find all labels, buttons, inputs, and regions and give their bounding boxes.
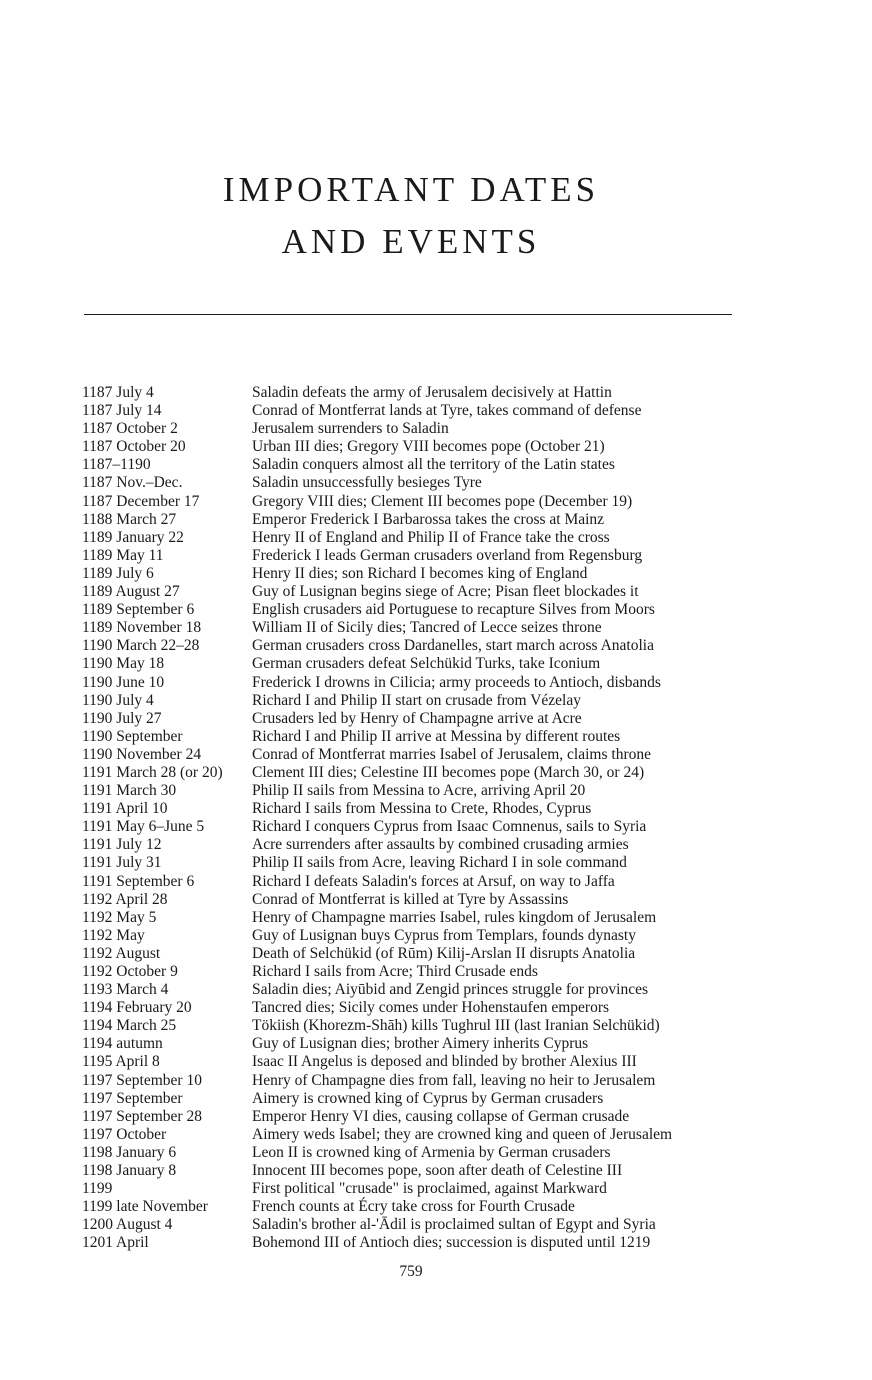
chronology-row — [82, 438, 762, 456]
entry-event: Saladin conquers almost all the territory of the Latin states — [252, 456, 615, 474]
entry-event: Crusaders led by Henry of Champagne arrive at Acre — [252, 709, 582, 727]
entry-event: Tökiish (Khorezm-Shāh) kills Tughrul III (last Iranian Selchükid) — [252, 1017, 660, 1035]
entry-event: Henry of Champagne marries Isabel, rules kingdom of Jerusalem — [252, 908, 657, 926]
entry-date: 1190 March 22–28 — [82, 637, 200, 655]
chronology-row — [82, 1017, 762, 1035]
chronology-row — [82, 873, 762, 891]
chronology-row — [82, 692, 762, 710]
entry-event: Urban III dies; Gregory VIII becomes pope (October 21) — [252, 438, 605, 456]
chronology-row — [82, 674, 762, 692]
entry-date: 1193 March 4 — [82, 981, 169, 999]
chronology-row — [82, 384, 762, 402]
chronology-row — [82, 927, 762, 945]
chronology-row — [82, 511, 762, 529]
entry-date: 1192 August — [82, 944, 161, 962]
entry-event: Richard I sails from Messina to Crete, Rhodes, Cyprus — [252, 800, 592, 818]
chronology-row — [82, 728, 762, 746]
entry-event: German crusaders cross Dardanelles, start march across Anatolia — [252, 637, 654, 655]
entry-date: 1199 late November — [82, 1198, 208, 1216]
chronology-row — [82, 601, 762, 619]
chronology-row — [82, 854, 762, 872]
entry-event: Saladin unsuccessfully besieges Tyre — [252, 474, 482, 492]
chronology-row — [82, 655, 762, 673]
entry-event: Isaac II Angelus is deposed and blinded by brother Alexius III — [252, 1053, 637, 1071]
chronology-row — [82, 746, 762, 764]
entry-event: Henry II of England and Philip II of France take the cross — [252, 528, 610, 546]
chronology-row — [82, 1126, 762, 1144]
chronology-row — [82, 999, 762, 1017]
chronology-row — [82, 565, 762, 583]
chronology-row — [82, 818, 762, 836]
entry-date: 1192 October 9 — [82, 963, 178, 980]
entry-date: 1187 October 20 — [82, 438, 186, 456]
entry-event: Aimery is crowned king of Cyprus by German crusaders — [252, 1089, 604, 1107]
chronology-row — [82, 891, 762, 909]
entry-event: Henry II dies; son Richard I becomes king of England — [252, 564, 588, 582]
entry-event: Aimery weds Isabel; they are crowned king and queen of Jerusalem — [252, 1125, 673, 1143]
entry-event: English crusaders aid Portuguese to recapture Silves from Moors — [252, 601, 655, 619]
entry-event: Richard I defeats Saladin's forces at Arsuf, on way to Jaffa — [252, 872, 615, 890]
entry-event: Richard I and Philip II arrive at Messina by different routes — [252, 727, 621, 745]
entry-date: 1187–1190 — [82, 456, 151, 474]
chronology-row — [82, 456, 762, 474]
entry-event: Frederick I drowns in Cilicia; army proceeds to Antioch, disbands — [252, 673, 661, 691]
entry-event: Death of Selchükid (of Rūm) Kilij-Arslan II disrupts Anatolia — [252, 944, 636, 962]
entry-event: Innocent III becomes pope, soon after death of Celestine III — [252, 1162, 623, 1180]
entry-date: 1191 September 6 — [82, 872, 195, 890]
entry-event: German crusaders defeat Selchükid Turks, take Iconium — [252, 655, 601, 673]
entry-event: Jerusalem surrenders to Saladin — [252, 420, 449, 438]
entry-date: 1189 September 6 — [82, 601, 195, 619]
entry-date: 1200 August 4 — [82, 1216, 173, 1234]
entry-date: 1197 September 10 — [82, 1071, 202, 1089]
entry-date: 1190 July 4 — [82, 691, 154, 709]
chronology-row — [82, 1180, 762, 1198]
entry-date: 1194 February 20 — [82, 999, 192, 1017]
entry-event: Clement III dies; Celestine III becomes pope (March 30, or 24) — [252, 763, 645, 781]
entry-date: 1191 March 30 — [82, 782, 177, 800]
entry-date: 1189 January 22 — [82, 528, 184, 546]
chronology-row — [82, 583, 762, 601]
entry-event: Saladin defeats the army of Jerusalem decisively at Hattin — [252, 384, 612, 401]
entry-date: 1191 March 28 (or 20) — [82, 763, 223, 781]
page-title-line-2: AND EVENTS — [281, 222, 541, 261]
entry-date: 1194 March 25 — [82, 1017, 177, 1035]
entry-event: Guy of Lusignan begins siege of Acre; Pisan fleet blockades it — [252, 583, 639, 601]
entry-event: Guy of Lusignan dies; brother Aimery inherits Cyprus — [252, 1035, 589, 1053]
chronology-row — [82, 1198, 762, 1216]
chronology-row — [82, 764, 762, 782]
chronology-row — [82, 1144, 762, 1162]
entry-date: 1197 September 28 — [82, 1107, 202, 1125]
chronology-row — [82, 547, 762, 565]
entry-event: Bohemond III of Antioch dies; succession is disputed until 1219 — [252, 1234, 651, 1252]
entry-event: First political "crusade" is proclaimed, against Markward — [252, 1180, 607, 1198]
chronology-row — [82, 1090, 762, 1108]
entry-date: 1198 January 8 — [82, 1162, 177, 1180]
entry-date: 1191 July 31 — [82, 854, 162, 872]
chronology-row — [82, 909, 762, 927]
entry-event: Philip II sails from Acre, leaving Richard I in sole command — [252, 854, 627, 872]
chronology-row — [82, 1162, 762, 1180]
entry-event: Richard I and Philip II start on crusade from Vézelay — [252, 691, 581, 709]
entry-date: 1191 April 10 — [82, 800, 168, 818]
chronology-row — [82, 782, 762, 800]
entry-event: Guy of Lusignan buys Cyprus from Templars, founds dynasty — [252, 926, 636, 944]
entry-date: 1191 July 12 — [82, 836, 162, 854]
entry-date: 1187 July 14 — [82, 402, 162, 420]
chronology-row — [82, 800, 762, 818]
entry-date: 1192 May — [82, 926, 145, 944]
entry-date: 1190 July 27 — [82, 709, 162, 727]
entry-date: 1190 June 10 — [82, 673, 165, 691]
page-title-line-1: IMPORTANT DATES — [222, 170, 600, 209]
entry-event: Frederick I leads German crusaders overland from Regensburg — [252, 546, 643, 564]
entry-date: 1190 November 24 — [82, 745, 202, 763]
entry-date: 1197 October — [82, 1125, 167, 1143]
entry-event: Gregory VIII dies; Clement III becomes pope (December 19) — [252, 492, 633, 510]
chronology-row — [82, 1216, 762, 1234]
entry-date: 1187 October 2 — [82, 420, 178, 438]
entry-date: 1187 Nov.–Dec. — [82, 474, 183, 492]
chronology-row — [82, 1072, 762, 1090]
entry-date: 1192 April 28 — [82, 890, 168, 908]
entry-date: 1189 May 11 — [82, 546, 164, 564]
chronology-row — [82, 493, 762, 511]
entry-date: 1198 January 6 — [82, 1143, 177, 1161]
chronology-row — [82, 981, 762, 999]
entry-event: Saladin dies; Aiyūbid and Zengid princes struggle for provinces — [252, 981, 649, 999]
title-divider — [84, 314, 732, 315]
entry-date: 1190 September — [82, 727, 183, 745]
entry-date: 1192 May 5 — [82, 908, 157, 926]
chronology-row — [82, 1035, 762, 1053]
entry-event: Conrad of Montferrat is killed at Tyre by Assassins — [252, 890, 569, 908]
page-number: 759 — [399, 1263, 423, 1280]
entry-event: Saladin's brother al-'Ādil is proclaimed sultan of Egypt and Syria — [252, 1216, 656, 1234]
entry-event: Conrad of Montferrat lands at Tyre, takes command of defense — [252, 402, 642, 420]
chronology-row — [82, 1053, 762, 1071]
chronology-row — [82, 1234, 762, 1252]
entry-event: Conrad of Montferrat marries Isabel of Jerusalem, claims throne — [252, 745, 651, 763]
chronology-row — [82, 402, 762, 420]
entry-date: 1187 December 17 — [82, 492, 200, 510]
chronology-row — [82, 836, 762, 854]
chronology-row — [82, 529, 762, 547]
entry-event: Emperor Frederick I Barbarossa takes the cross at Mainz — [252, 510, 605, 528]
entry-event: Philip II sails from Messina to Acre, arriving April 20 — [252, 782, 586, 800]
entry-event: Acre surrenders after assaults by combined crusading armies — [252, 836, 629, 854]
chronology-row — [82, 637, 762, 655]
entry-date: 1189 August 27 — [82, 583, 180, 601]
entry-event: Richard I conquers Cyprus from Isaac Comnenus, sails to Syria — [252, 818, 647, 836]
entry-event: Richard I sails from Acre; Third Crusade ends — [252, 963, 538, 980]
entry-date: 1195 April 8 — [82, 1053, 160, 1071]
entry-date: 1189 November 18 — [82, 619, 202, 637]
entry-date: 1191 May 6–June 5 — [82, 818, 205, 836]
entry-date: 1189 July 6 — [82, 564, 154, 582]
chronology-row — [82, 945, 762, 963]
chronology-row — [82, 710, 762, 728]
entry-date: 1190 May 18 — [82, 655, 165, 673]
entry-event: Tancred dies; Sicily comes under Hohenstaufen emperors — [252, 999, 610, 1017]
entry-date: 1201 April — [82, 1234, 149, 1252]
chronology-row — [82, 474, 762, 492]
entry-date: 1194 autumn — [82, 1035, 163, 1053]
chronology-row — [82, 963, 762, 981]
entry-date: 1188 March 27 — [82, 510, 177, 528]
chronology-row — [82, 619, 762, 637]
entry-event: Emperor Henry VI dies, causing collapse of German crusade — [252, 1107, 630, 1125]
entry-date: 1199 — [82, 1180, 113, 1198]
chronology-row — [82, 1108, 762, 1126]
entry-event: French counts at Écry take cross for Fourth Crusade — [252, 1198, 575, 1216]
chronology-row — [82, 420, 762, 438]
chronology-list — [82, 384, 762, 1253]
entry-event: William II of Sicily dies; Tancred of Lecce seizes throne — [252, 619, 602, 637]
entry-event: Leon II is crowned king of Armenia by German crusaders — [252, 1143, 611, 1161]
entry-date: 1197 September — [82, 1089, 183, 1107]
entry-event: Henry of Champagne dies from fall, leaving no heir to Jerusalem — [252, 1071, 656, 1089]
entry-date: 1187 July 4 — [82, 384, 154, 401]
